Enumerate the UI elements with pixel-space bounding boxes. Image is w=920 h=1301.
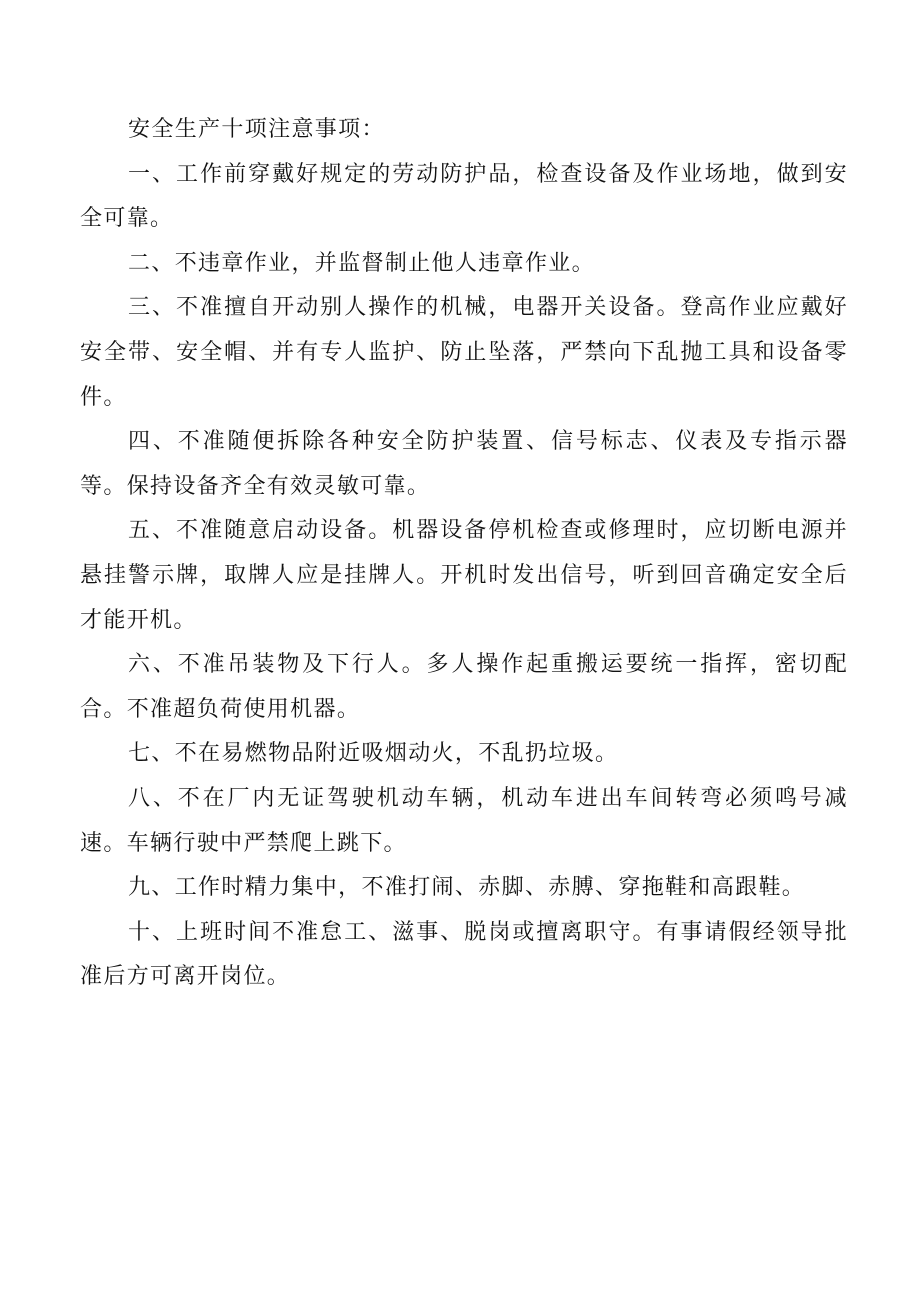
rule-item-4: 四、不准随便拆除各种安全防护装置、信号标志、仪表及专指示器等。保持设备齐全有效灵敏可靠。 [80, 429, 848, 499]
rule-item-8: 八、不在厂内无证驾驶机动车辆，机动车进出车间转弯必须鸣号减速。车辆行驶中严禁爬上跳下。 [80, 785, 848, 856]
rule-item-10: 十、上班时间不准怠工、滋事、脱岗或擅离职守。有事请假经领导批准后方可离开岗位。 [80, 919, 848, 990]
rule-item-6: 六、不准吊装物及下行人。多人操作起重搬运要统一指挥，密切配合。不准超负荷使用机器。 [80, 652, 848, 722]
rule-item-7: 七、不在易燃物品附近吸烟动火，不乱扔垃圾。 [128, 741, 619, 767]
document-body [80, 108, 848, 1000]
rule-item-3: 三、不准擅自开动别人操作的机械，电器开关设备。登高作业应戴好安全带、安全帽、并有专人监护、防止坠落，严禁向下乱抛工具和设备零件。 [80, 295, 848, 410]
rule-item-1: 一、工作前穿戴好规定的劳动防护品，检查设备及作业场地，做到安全可靠。 [80, 161, 848, 232]
rule-item-5: 五、不准随意启动设备。机器设备停机检查或修理时，应切断电源并悬挂警示牌，取牌人应是挂牌人。开机时发出信号，听到回音确定安全后才能开机。 [80, 518, 848, 633]
document-title: 安全生产十项注意事项： [128, 117, 385, 142]
rule-item-2: 二、不违章作业，并监督制止他人违章作业。 [128, 250, 596, 276]
rule-item-9: 九、工作时精力集中，不准打闹、赤脚、赤膊、穿拖鞋和高跟鞋。 [128, 875, 806, 901]
